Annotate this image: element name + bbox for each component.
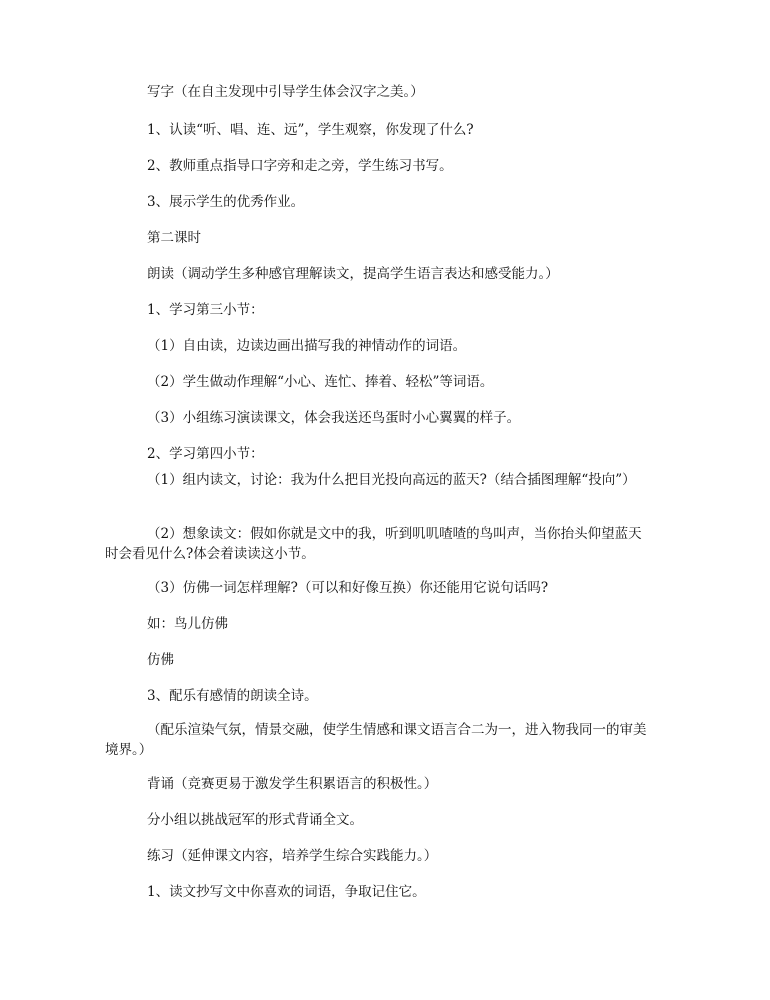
paragraph-item: 分小组以挑战冠军的形式背诵全文。 — [147, 812, 363, 828]
paragraph-example: 如：鸟儿仿佛 — [147, 616, 228, 632]
paragraph-item: 1、认读“听、唱、连、远”，学生观察，你发现了什么? — [147, 122, 474, 138]
paragraph-item: 1、学习第三小节： — [147, 302, 264, 318]
paragraph-item: 3、展示学生的优秀作业。 — [147, 194, 305, 210]
paragraph-subitem: （1）自由读，边读边画出描写我的神情动作的词语。 — [147, 338, 467, 354]
paragraph-subitem: （1）组内读文，讨论：我为什么把目光投向高远的蓝天?（结合插图理解“投向”） — [147, 472, 636, 488]
paragraph-section-writing: 写字（在自主发现中引导学生体会汉字之美。） — [147, 84, 424, 100]
paragraph-item: 1、读文抄写文中你喜欢的词语，争取记住它。 — [147, 884, 426, 900]
paragraph-section-reading: 朗读（调动学生多种感官理解读文，提高学生语言表达和感受能力。） — [147, 266, 559, 282]
paragraph-note: （配乐渲染气氛，情景交融，使学生情感和课文语言合二为一，进入物我同一的审美境界。） — [105, 722, 647, 758]
paragraph-item: 3、配乐有感情的朗读全诗。 — [147, 688, 318, 704]
paragraph-subitem: （2）学生做动作理解“小心、连忙、捧着、轻松”等词语。 — [147, 374, 494, 390]
paragraph-section-practice: 练习（延伸课文内容，培养学生综合实践能力。） — [147, 848, 438, 864]
paragraph-subitem: （3）小组练习演读课文，体会我送还鸟蛋时小心翼翼的样子。 — [147, 410, 521, 426]
paragraph-lesson-heading: 第二课时 — [147, 230, 201, 246]
paragraph-section-recitation: 背诵（竞赛更易于激发学生积累语言的积极性。） — [147, 776, 438, 792]
paragraph-item: 2、学习第四小节： — [147, 446, 264, 462]
paragraph-subitem: （2）想象读文：假如你就是文中的我，听到叽叽喳喳的鸟叫声，当你抬头仰望蓝天时会看见什么?体会着读读这小节。 — [105, 526, 642, 562]
paragraph-item: 2、教师重点指导口字旁和走之旁，学生练习书写。 — [147, 158, 453, 174]
paragraph-subitem: （3）仿佛一词怎样理解?（可以和好像互换）你还能用它说句话吗? — [147, 580, 549, 596]
paragraph-example: 仿佛 — [147, 652, 174, 668]
